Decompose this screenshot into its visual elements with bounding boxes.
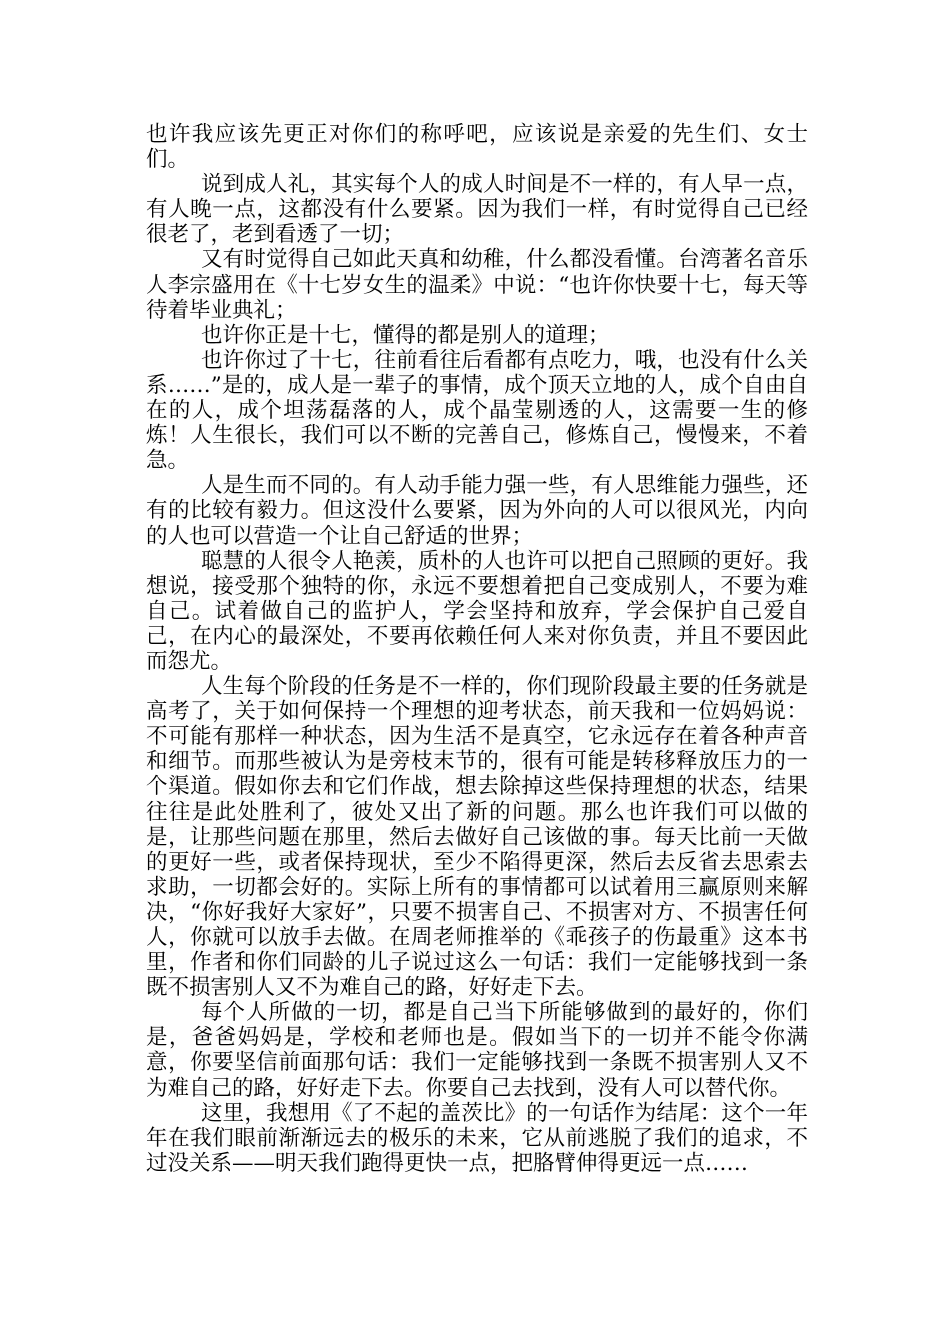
paragraph: 也许你正是十七，懂得的都是别人的道理；: [201, 322, 610, 348]
document-body: [146, 122, 808, 1176]
paragraph: 人生每个阶段的任务是不一样的，你们现阶段最主要的任务就是高考了，关于如何保持一个理想的迎考状态，前天我和一位妈妈说：不可能有那样一种状态，因为生活不是真空，它永远存在着各种声音和细节。而那些被认为是旁枝末节的，很有可能是转移释放压力的一个渠道。假如你去和它们作战，想去除掉这些保持理想的状态，结果往往是此处胜利了，彼处又出了新的问题。那么也许我们可以做的是，让那些问题在那里，然后去做好自己该做的事。每天比前一天做的更好一些，或者保持现状，至少不陷得更深，然后去反省去思索去求助，一切都会好的。实际上所有的事情都可以试着用三赢原则来解决，“你好我好大家好”，只要不损害自己、不损害对方、不损害任何人，你就可以放手去做。在周老师推举的《乖孩子的伤最重》这本书里，作者和你们同龄的儿子说过这么一句话：我们一定能够找到一条既不损害别人又不为难自己的路，好好走下去。: [146, 674, 808, 1001]
paragraph: 说到成人礼，其实每个人的成人时间是不一样的，有人早一点，有人晚一点，这都没有什么要紧。因为我们一样，有时觉得自己已经很老了，老到看透了一切；: [146, 172, 808, 248]
paragraph: 又有时觉得自己如此天真和幼稚，什么都没看懂。台湾著名音乐人李宗盛用在《十七岁女生的温柔》中说：“也许你快要十七，每天等待着毕业典礼；: [146, 247, 808, 323]
paragraph: 人是生而不同的。有人动手能力强一些，有人思维能力强些，还有的比较有毅力。但这没什么要紧，因为外向的人可以很风光，内向的人也可以营造一个让自己舒适的世界；: [146, 473, 808, 549]
paragraph: 每个人所做的一切，都是自己当下所能够做到的最好的，你们是，爸爸妈妈是，学校和老师也是。假如当下的一切并不能令你满意，你要坚信前面那句话：我们一定能够找到一条既不损害别人又不为难自己的路，好好走下去。你要自己去找到，没有人可以替代你。: [146, 1000, 808, 1101]
paragraph: 聪慧的人很令人艳羡，质朴的人也许可以把自己照顾的更好。我想说，接受那个独特的你，永远不要想着把自己变成别人，不要为难自己。试着做自己的监护人，学会坚持和放弃，学会保护自己爱自己，在内心的最深处，不要再依赖任何人来对你负责，并且不要因此而怨尤。: [146, 548, 808, 674]
paragraph: 这里，我想用《了不起的盖茨比》的一句话作为结尾：这个一年年在我们眼前渐渐远去的极乐的未来，它从前逃脱了我们的追求，不过没关系——明天我们跑得更快一点，把胳臂伸得更远一点……: [146, 1100, 808, 1176]
paragraph: 也许我应该先更正对你们的称呼吧，应该说是亲爱的先生们、女士们。: [146, 122, 808, 173]
paragraph: 也许你过了十七，往前看往后看都有点吃力，哦，也没有什么关系……”是的，成人是一辈子的事情，成个顶天立地的人，成个自由自在的人，成个坦荡磊落的人，成个晶莹剔透的人，这需要一生的修炼！人生很长，我们可以不断的完善自己，修炼自己，慢慢来，不着急。: [146, 347, 808, 474]
